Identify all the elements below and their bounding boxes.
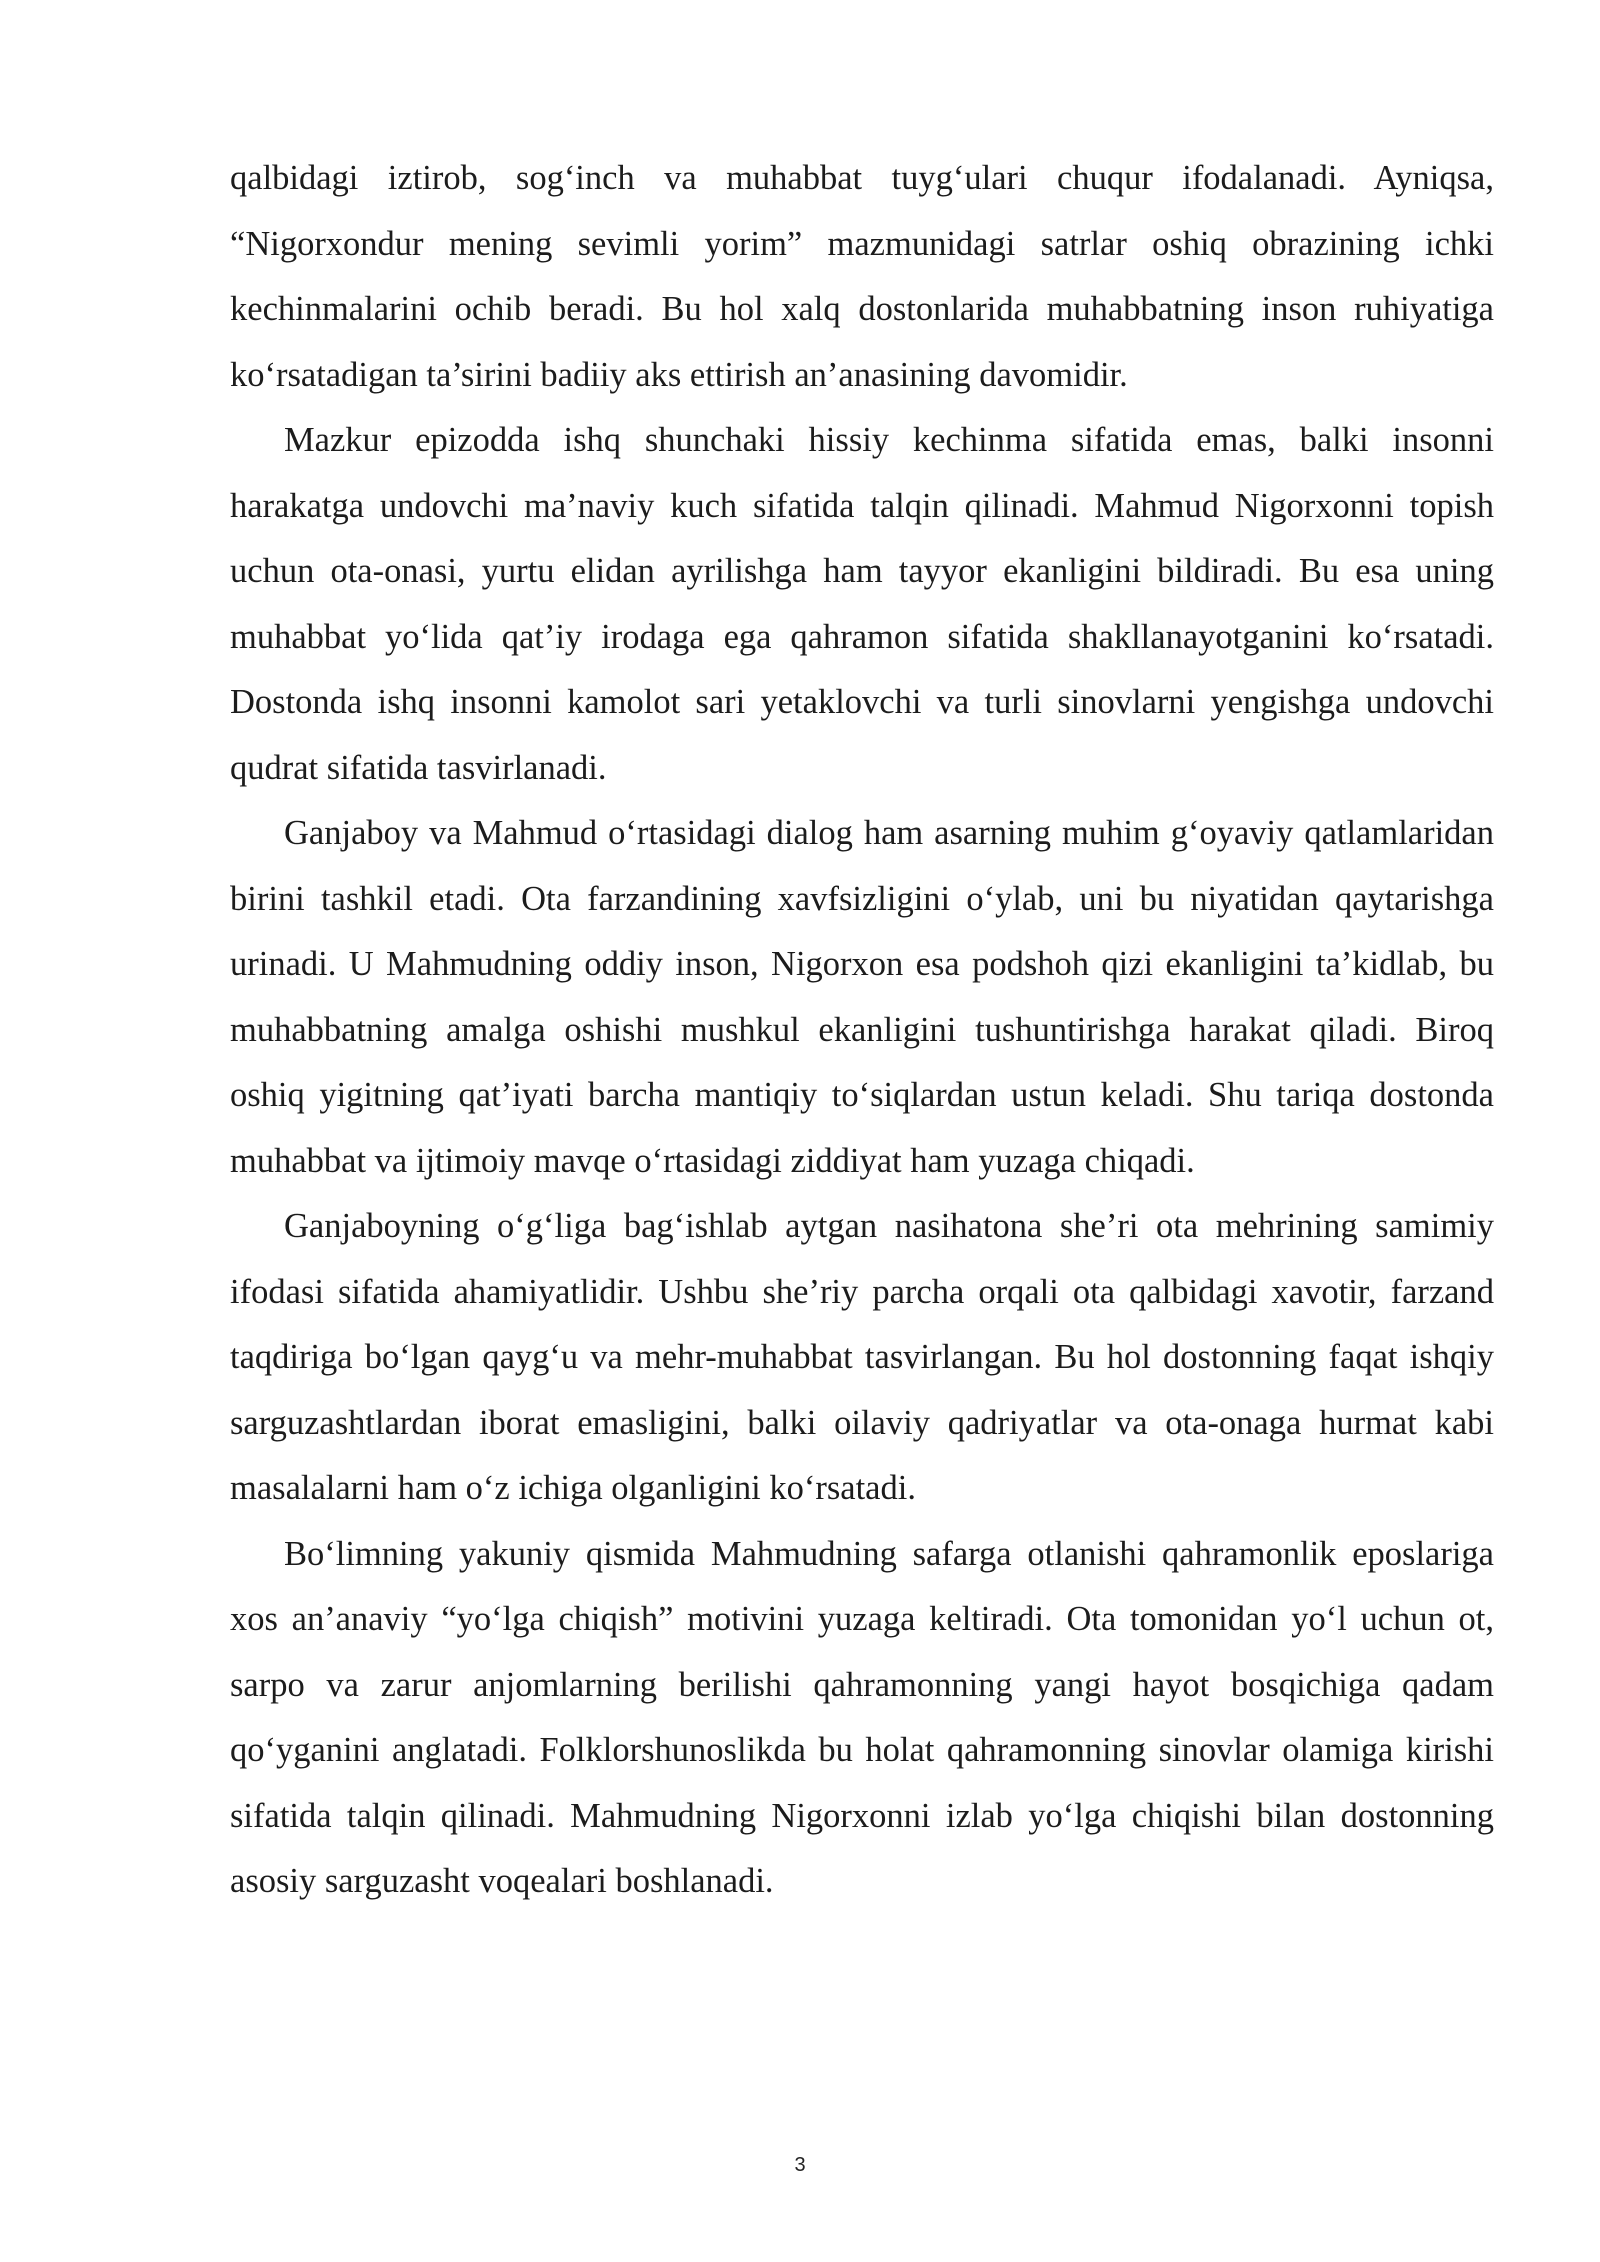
- paragraph-2: Mazkur epizodda ishq shunchaki hissiy kechinma sifatida emas, balki insonni harakatga undovchi ma’naviy kuch sifatida talqin qilinadi. Mahmud Nigorxonni topish uchun ota-onasi, yurtu elidan ayrilishga ham tayyor ekanligini bildiradi. Bu esa uning muhabbat yo‘lida qat’iy irodaga ega qahramon sifatida shakllanayotganini ko‘rsatadi. Dostonda ishq insonni kamolot sari yetaklovchi va turli sinovlarni yengishga undovchi qudrat sifatida tasvirlanadi.: [230, 421, 1494, 787]
- paragraph-4: Ganjaboyning o‘g‘liga bag‘ishlab aytgan nasihatona she’ri ota mehrining samimiy ifodasi sifatida ahamiyatlidir. Ushbu she’riy parcha orqali ota qalbidagi xavotir, farzand taqdiriga bo‘lgan qayg‘u va mehr-muhabbat tasvirlangan. Bu hol dostonning faqat ishqiy sarguzashtlardan iborat emasligini, balki oilaviy qadriyatlar va ota-onaga hurmat kabi masalalarni ham o‘z ichiga olganligini ko‘rsatadi.: [230, 1207, 1494, 1507]
- paragraph-1: qalbidagi iztirob, sog‘inch va muhabbat tuyg‘ulari chuqur ifodalanadi. Ayniqsa, “Nigorxondur mening sevimli yorim” mazmunidagi satrlar oshiq obrazining ichki kechinmalarini ochib beradi. Bu hol xalq dostonlarida muhabbatning inson ruhiyatiga ko‘rsatadigan ta’sirini badiiy aks ettirish an’anasining davomidir.: [230, 159, 1494, 394]
- page-number: 3: [794, 2154, 806, 2176]
- paragraph-5: Bo‘limning yakuniy qismida Mahmudning safarga otlanishi qahramonlik eposlariga xos an’anaviy “yo‘lga chiqish” motivini yuzaga keltiradi. Ota tomonidan yo‘l uchun ot, sarpo va zarur anjomlarning berilishi qahramonning yangi hayot bosqichiga qadam qo‘yganini anglatadi. Folklorshunoslikda bu holat qahramonning sinovlar olamiga kirishi sifatida talqin qilinadi. Mahmudning Nigorxonni izlab yo‘lga chiqishi bilan dostonning asosiy sarguzasht voqealari boshlanadi.: [230, 1534, 1494, 1900]
- paragraph-3: Ganjaboy va Mahmud o‘rtasidagi dialog ham asarning muhim g‘oyaviy qatlamlaridan birini tashkil etadi. Ota farzandining xavfsizligini o‘ylab, uni bu niyatidan qaytarishga urinadi. U Mahmudning oddiy inson, Nigorxon esa podshoh qizi ekanligini ta’kidlab, bu muhabbatning amalga oshishi mushkul ekanligini tushuntirishga harakat qiladi. Biroq oshiq yigitning qat’iyati barcha mantiqiy to‘siqlardan ustun keladi. Shu tariqa dostonda muhabbat va ijtimoiy mavqe o‘rtasidagi ziddiyat ham yuzaga chiqadi.: [230, 814, 1494, 1180]
- document-body: [230, 146, 1494, 1915]
